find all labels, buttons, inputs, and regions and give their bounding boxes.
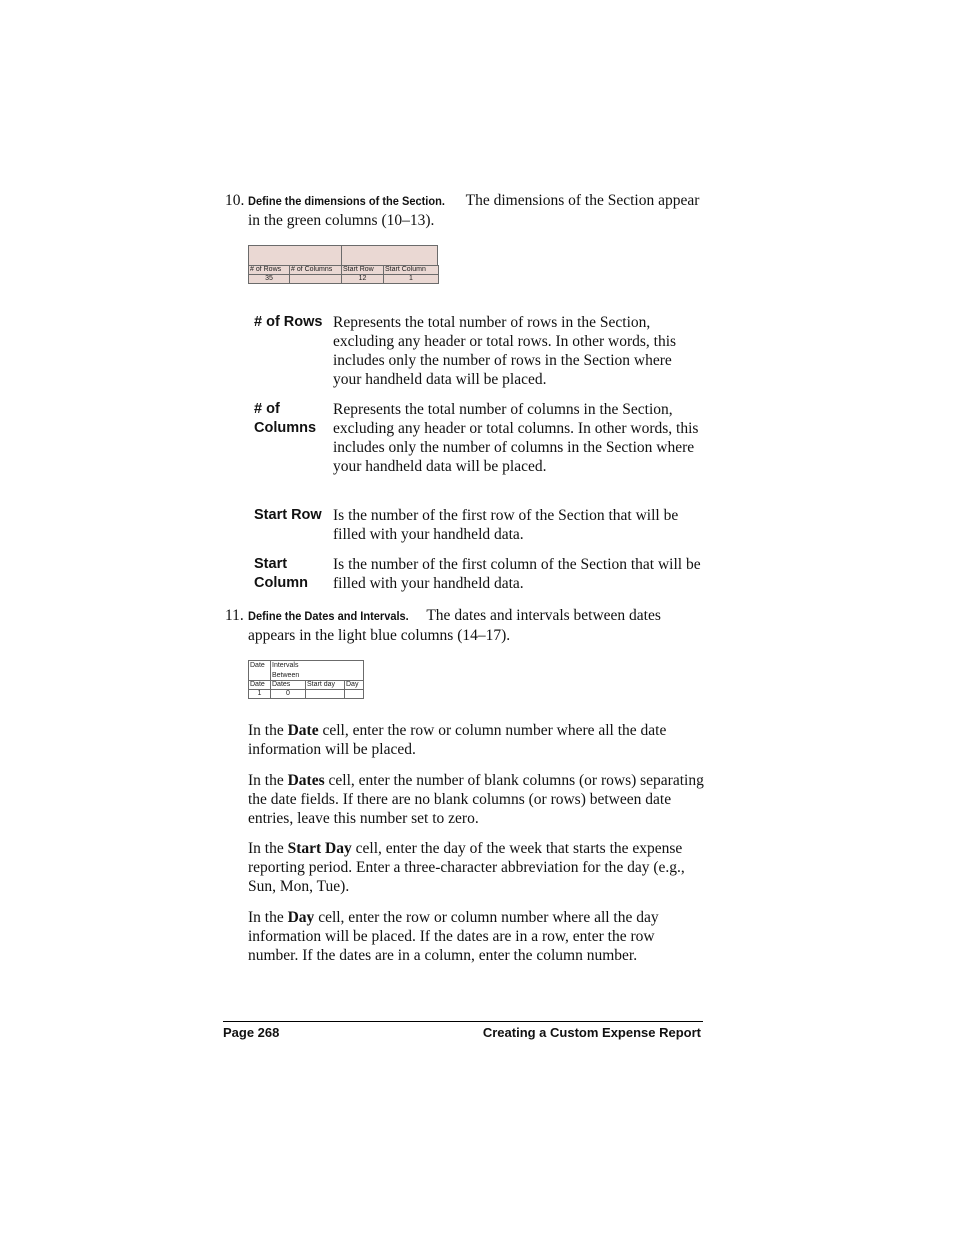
value-cell	[306, 690, 345, 699]
top-label-date: Date	[250, 662, 265, 669]
definition-description: Is the number of the first row of the Section that will be filled with your handheld data.	[333, 507, 679, 543]
dates-grid	[248, 680, 364, 699]
term-text: Start Row	[254, 507, 322, 523]
para-bold-term: Dates	[287, 772, 325, 789]
footer-rule	[223, 1021, 703, 1022]
term-text: Start Column	[254, 556, 308, 591]
para-bold-term: Day	[287, 909, 315, 926]
paragraph-start-day	[248, 839, 706, 896]
table-top-band	[248, 245, 438, 266]
step-text: The dates and intervals between dates appears in the light blue columns (14–17).	[248, 607, 661, 644]
top-label-intervals: Intervals Between	[272, 662, 300, 679]
value-cell: 12	[342, 275, 384, 284]
header-cell: Date	[249, 681, 271, 690]
table-top-divider	[341, 245, 342, 265]
header-cell: Start Column	[384, 266, 439, 275]
para-post: cell, enter the day of the week that starts the expense reporting period. Enter a three-character abbreviation for the day (e.g., Sun, Mon, Tue).	[248, 840, 685, 895]
step-11	[225, 606, 705, 645]
step-10	[225, 191, 705, 230]
para-post: cell, enter the number of blank columns (or rows) separating the date fields. If there are no blank columns (or rows) between date entries, leave this number set to zero.	[248, 772, 704, 827]
header-cell: Dates	[271, 681, 306, 690]
para-post: cell, enter the row or column number where all the day information will be placed. If the dates are in a row, enter the row number. If the dates are in a column, enter the column number.	[248, 909, 659, 964]
definition-term	[254, 400, 329, 438]
dimensions-grid	[248, 265, 439, 284]
para-pre: In the	[248, 840, 284, 857]
header-cell: Day	[345, 681, 364, 690]
step-lead: Define the Dates and Intervals.	[248, 609, 409, 623]
para-bold-term: Start Day	[287, 840, 352, 857]
definition-description: Represents the total number of rows in the Section, excluding any header or total rows. In other words, this includes only the number of rows in the Section where your handheld data will be placed.	[333, 314, 677, 388]
paragraph-dates	[248, 771, 706, 828]
para-post: cell, enter the row or column number where all the date information will be placed.	[248, 722, 667, 758]
header-cell: Start Row	[342, 266, 384, 275]
value-cell	[345, 690, 364, 699]
paragraph-date	[248, 721, 706, 759]
para-bold-term: Date	[287, 722, 319, 739]
para-pre: In the	[248, 772, 284, 789]
para-pre: In the	[248, 909, 284, 926]
value-cell: 1	[249, 690, 271, 699]
section-dimensions-table	[248, 245, 438, 287]
step-lead: Define the dimensions of the Section.	[248, 194, 445, 208]
term-text: # of Rows	[254, 314, 323, 330]
definition-term	[254, 313, 329, 332]
step-number: 11.	[225, 607, 244, 624]
header-cell: # of Columns	[290, 266, 342, 275]
definition-description: Is the number of the first column of the Section that will be filled with your handheld data.	[333, 556, 701, 592]
paragraph-day	[248, 908, 706, 965]
header-cell: Start day	[306, 681, 345, 690]
step-number: 10.	[225, 192, 245, 209]
chapter-title: Creating a Custom Expense Report	[482, 1025, 701, 1040]
header-cell: # of Rows	[249, 266, 290, 275]
value-cell: 35	[249, 275, 290, 284]
definition-description: Represents the total number of columns in the Section, excluding any header or total columns. In other words, this includes only the number of columns in the Section where your handheld data will be placed.	[333, 401, 699, 475]
value-cell: 1	[384, 275, 439, 284]
definition-term	[254, 506, 329, 525]
value-cell	[290, 275, 342, 284]
step-text: The dimensions of the Section appear in the green columns (10–13).	[248, 192, 700, 229]
para-pre: In the	[248, 722, 284, 739]
definition-term	[254, 555, 329, 593]
page-number: Page 268	[223, 1025, 280, 1040]
dates-intervals-table	[248, 660, 363, 702]
term-text: # of Columns	[254, 401, 317, 436]
value-cell: 0	[271, 690, 306, 699]
